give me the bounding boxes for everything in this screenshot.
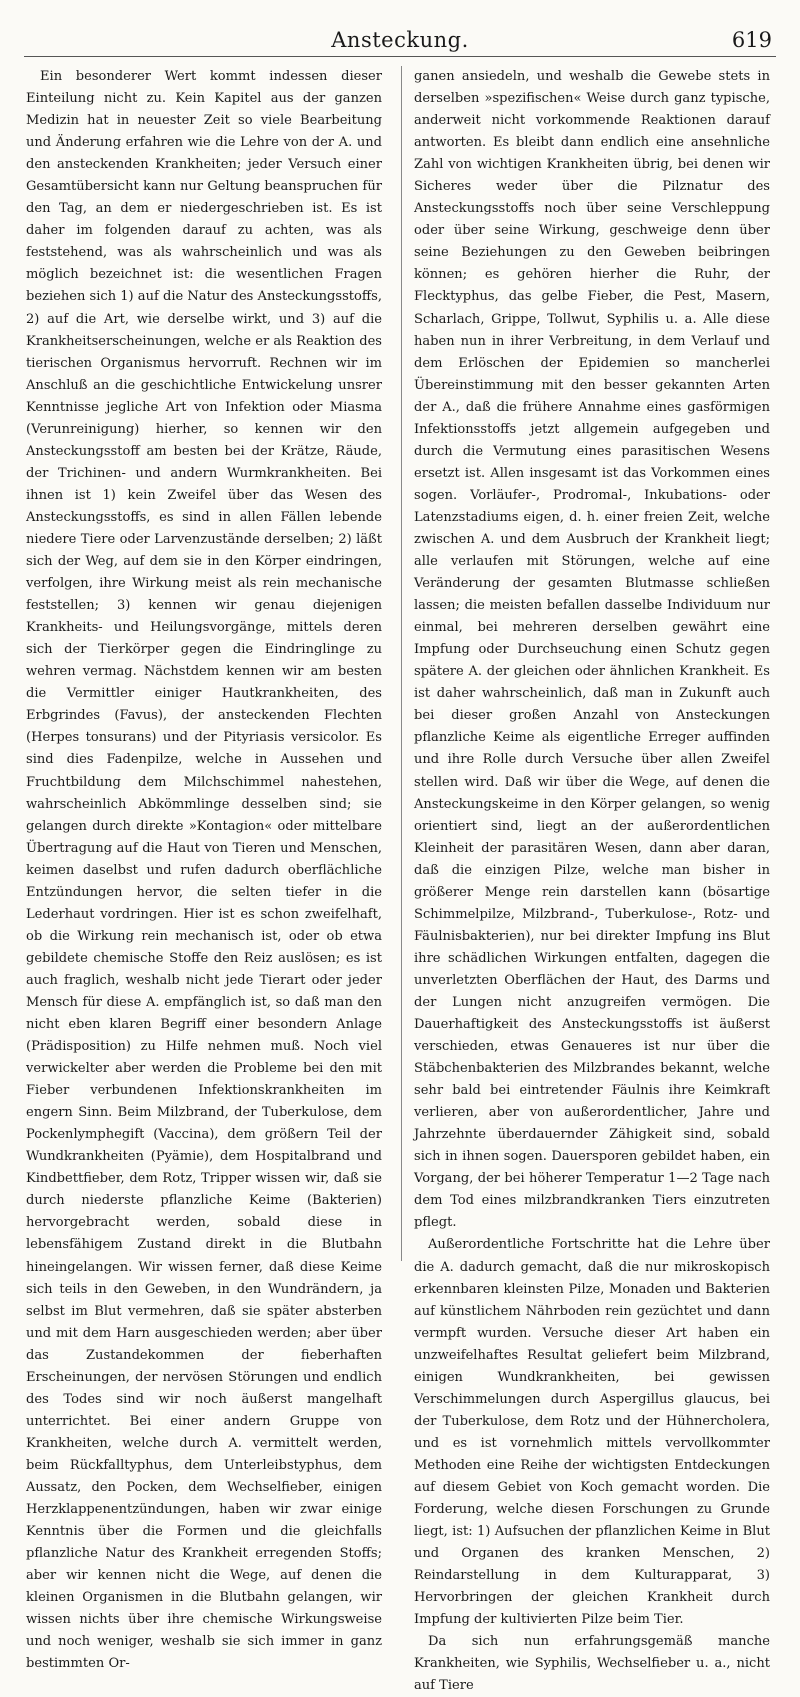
column-divider xyxy=(401,66,402,1261)
paragraph: Da sich nun erfahrungsgemäß manche Krankheiten, wie Syphilis, Wechselfieber u. a., nicht auf Tiere xyxy=(414,1634,770,1694)
paragraph: ganen ansiedeln, und weshalb die Gewebe stets in derselben »spezifischen« Weise durch ganz typische, anderweit nicht vorkommende Reaktionen darauf antworten. Es bleibt dann endlich eine ansehnliche Zahl von wichtigen Krankheiten übrig, bei denen wir Sicheres weder über die Pilznatur des Ansteckungsstoffs noch über seine Verschleppung oder über seine Wirkung, geschweige denn über seine Beziehungen zu den Geweben beibringen können; es gehören hierher die Ruhr, der Flecktyphus, das gelbe Fieber, die Pest, Masern, Scharlach, Grippe, Tollwut, Syphilis u. a. Alle diese haben nun in ihrer Verbreitung, in dem Verlauf und dem Erlöschen der Epidemien so mancherlei Übereinstimmung mit den besser gekannten Arten der A., daß die frühere Annahme eines gasförmigen Infektionsstoffs jetzt allgemein aufgegeben und durch die Vermutung eines parasitischen Wesens ersetzt ist. Allen insgesamt ist das Vorkommen eines sogen. Vorläufer-, Prodromal-, Inkubations- oder Latenzstadiums eigen, d. h. einer freien Zeit, welche zwischen A. und dem Ausbruch der Krankheit liegt; alle verlaufen mit Störungen, welche auf eine Veränderung der gesamten Blutmasse schließen lassen; die meisten befallen dasselbe Individuum nur einmal, bei mehreren derselben gewährt eine Impfung oder Durchseuchung einen Schutz gegen spätere A. der gleichen oder ähnlichen Krankheit. Es ist daher wahrscheinlich, daß man in Zukunft auch bei dieser großen Anzahl von Ansteckungen pflanzliche Keime als eigentliche Erreger auffinden und ihre Rolle durch Versuche über allen Zweifel stellen wird. Daß wir über die Wege, auf denen die Ansteckungskeime in den Körper gelangen, so wenig orientiert sind, liegt an der außerordentlichen Kleinheit der parasitären Wesen, dann aber daran, daß die einzigen Pilze, welche man bisher in größerer Menge rein darstellen kann (bösartige Schimmelpilze, Milzbrand-, Tuberkulose-, Rotz- und Fäulnisbakterien), nur bei direkter Impfung ins Blut ihre schädlichen Wirkungen entfalten, dagegen die unverletzten Oberflächen der Haut, des Darms und der Lungen nicht anzugreifen vermögen. Die Dauerhaftigkeit des Ansteckungsstoffs ist äußerst verschieden, etwas Genaueres ist nur über die Stäbchenbakterien des Milzbrandes bekannt, welche sehr bald bei eintretender Fäulnis ihre Keimkraft verlieren, aber von außerordentlicher, Jahre und Jahrzehnte überdauernder Zähigkeit sind, sobald sich in ihnen sogen. Dauersporen gebildet haben, ein Vorgang, der bei höherer Temperatur 1—2 Tage nach dem Tod eines milzbrandkranken Tiers einzutreten pflegt. xyxy=(414,69,770,1231)
paragraph: Ein besonderer Wert kommt indessen dieser Einteilung nicht zu. Kein Kapitel aus der ganzen Medizin hat in neuester Zeit so viele Bearbeitung und Änderung erfahren wie die Lehre von der A. und den ansteckenden Krankheiten; jeder Versuch einer Gesamtübersicht kann nur Geltung beanspruchen für den Tag, an dem er niedergeschrieben ist. Es ist daher im folgenden darauf zu achten, was als feststehend, was als wahrscheinlich und was als möglich bezeichnet ist: die wesentlichen Fragen beziehen sich 1) auf die Natur des Ansteckungsstoffs, 2) auf die Art, wie derselbe wirkt, und 3) auf die Krankheitserscheinungen, welche er als Reaktion des tierischen Organismus hervorruft. Rechnen wir im Anschluß an die geschichtliche Entwickelung unsrer Kenntnisse jegliche Art von Infektion oder Miasma (Verunreinigung) hierher, so kennen wir den Ansteckungsstoff am besten bei der Krätze, Räude, der Trichinen- und andern Wurmkrankheiten. Bei ihnen ist 1) kein Zweifel über das Wesen des Ansteckungsstoffs, es sind in allen Fällen lebende niedere Tiere oder Larvenzustände derselben; 2) läßt sich der Weg, auf dem sie in den Körper eindringen, verfolgen, ihre Wirkung meist als rein mechanische feststellen; 3) kennen wir genau diejenigen Krankheits- und Heilungsvorgänge, mittels deren sich der Tierkörper gegen die Eindringlinge zu wehren vermag. Nächstdem kennen wir am besten die Vermittler einiger Hautkrankheiten, des Erbgrindes (Favus), der ansteckenden Flechten (Herpes tonsurans) und der Pityriasis versicolor. Es sind dies Fadenpilze, welche in Aussehen und Fruchtbildung dem Milchschimmel nahestehen, wahrscheinlich Abkömmlinge desselben sind; sie gelangen durch direkte »Kontagion« oder mittelbare Übertragung auf die Haut von Tieren und Menschen, keimen daselbst und rufen dadurch oberflächliche Entzündungen hervor, die selten tiefer in die Lederhaut vordringen. Hier ist es schon zweifelhaft, ob die Wirkung rein mechanisch ist, oder ob etwa gebildete chemische Stoffe den Reiz auslösen; es ist auch fraglich, weshalb nicht jede Tierart oder jeder Mensch für diese A. empfänglich ist, so daß man den nicht eben klaren Begriff einer besondern Anlage (Prädisposition) zu Hilfe nehmen muß. Noch viel verwickelter aber werden die Probleme bei den mit Fieber verbundenen Infektionskrankheiten im engern Sinn. Beim Milzbrand, der Tuberkulose, dem Pockenlymphegift (Vaccina), dem größern Teil der Wundkrankheiten (Pyämie), dem Hospitalbrand und Kindbettfieber, dem Rotz, Tripper wissen wir, daß sie durch niederste pflanzliche Keime (Bakterien) hervorgebracht werden, sobald diese in lebensfähigem Zustand direkt in die Blutbahn hineingelangen. Wir wissen ferner, daß diese Keime sich teils in den Geweben, in den Wundrändern, ja selbst im Blut vermehren, daß sie später absterben und mit dem Harn ausgeschieden werden; aber über das Zustandekommen der fieberhaften Erscheinungen, der nervösen Störungen und endlich des Todes sind wir noch äußerst mangelhaft unterrichtet. Bei einer andern Gruppe von Krankheiten, welche durch A. vermittelt werden, beim Rückfalltyphus, dem Unterleibstyphus, dem Aussatz, den Pocken, dem Wechselfieber, einigen Herzklappenentzündungen, haben wir zwar einige Kenntnis über die Formen und die gleichfalls pflanzliche Natur des Krankheit erregenden Stoffs; aber wir kennen nicht die Wege, auf denen die kleinen Organismen in die Blutbahn gelangen, wir wissen nichts über ihre chemische Wirkungsweise und noch weniger, weshalb sie sich immer in ganz bestimmten Or- xyxy=(26,69,382,1672)
page-title: Ansteckung. xyxy=(331,28,469,52)
left-column xyxy=(26,66,382,1675)
running-head xyxy=(24,22,776,57)
right-column xyxy=(414,66,770,1697)
paragraph: Außerordentliche Fortschritte hat die Lehre über die A. dadurch gemacht, daß die nur mikroskopisch erkennbaren kleinsten Pilze, Monaden und Bakterien auf künstlichem Nährboden rein gezüchtet und dann vermpft wurden. Versuche dieser Art haben ein unzweifelhaftes Resultat geliefert beim Milzbrand, einigen Wundkrankheiten, bei gewissen Verschimmelungen durch Aspergillus glaucus, bei der Tuberkulose, dem Rotz und der Hühnercholera, und es ist vornehmlich mittels vervollkommter Methoden eine Reihe der wichtigsten Entdeckungen auf diesem Gebiet von Koch gemacht worden. Die Forderung, welche diesen Forschungen zu Grunde liegt, ist: 1) Aufsuchen der pflanzlichen Keime in Blut und Organen des kranken Menschen, 2) Reindarstellung in dem Kulturapparat, 3) Hervorbringen der gleichen Krankheit durch Impfung der kultivierten Pilze beim Tier. xyxy=(414,1237,770,1628)
page-number: 619 xyxy=(731,28,772,52)
